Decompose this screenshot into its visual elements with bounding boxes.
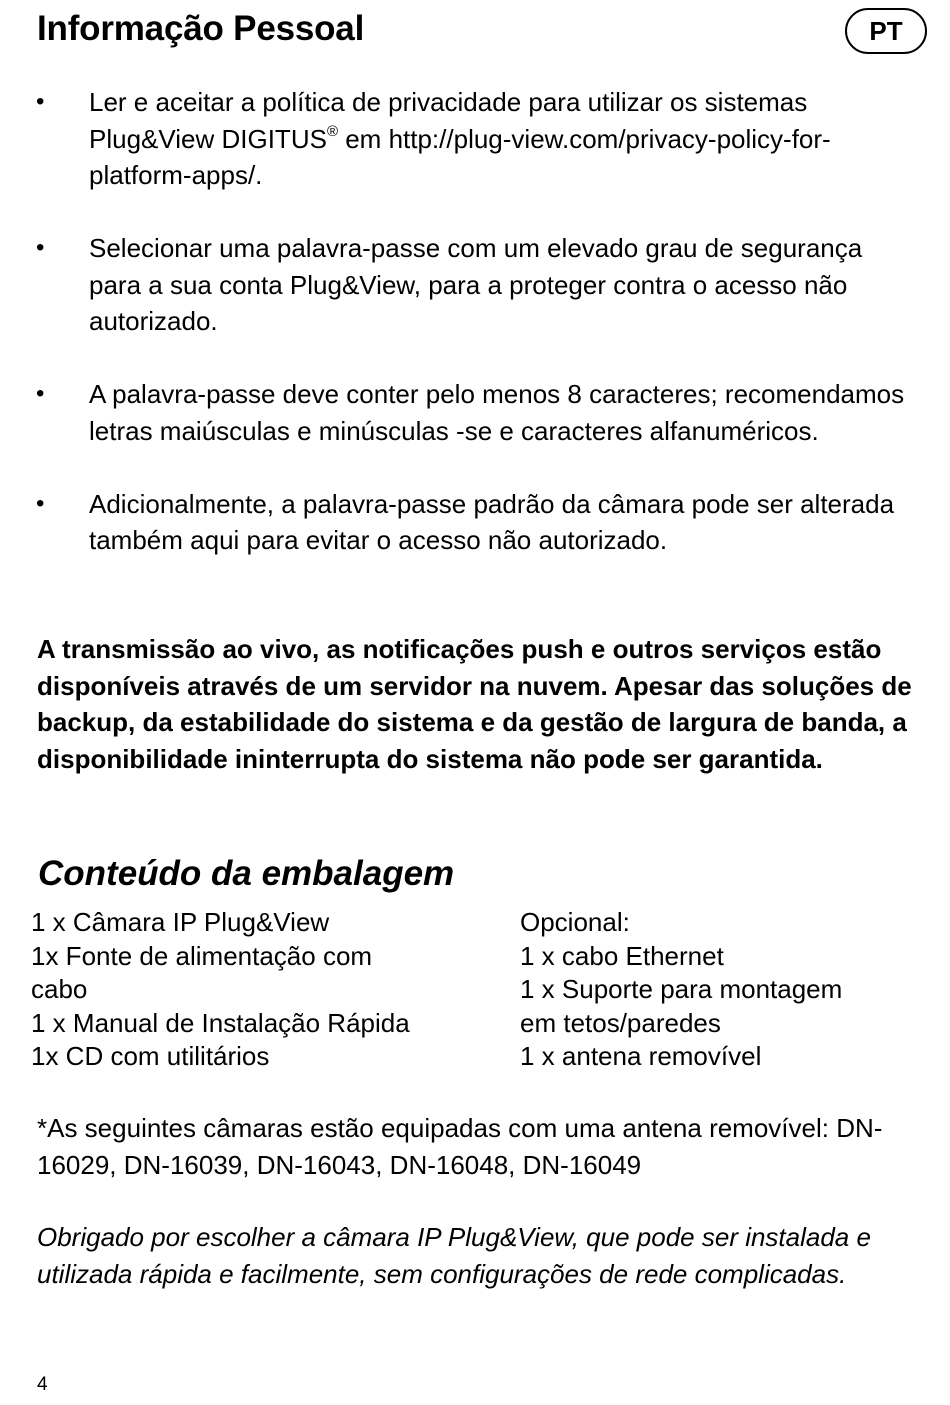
included-items-column <box>31 906 471 1074</box>
bullet-icon: • <box>36 489 45 517</box>
list-item-text-part: Ler e aceitar a política de privacidade para utilizar os sistemas Plug&View DIGITUS <box>89 87 808 154</box>
bullet-icon: • <box>36 380 45 407</box>
list-item-text: Selecionar uma palavra-passe com um elevado grau de segurança para a sua conta Plug&View, para a proteger contra o acesso não autorizado. <box>89 233 863 336</box>
list-item: 1 x Câmara IP Plug&View <box>31 907 330 937</box>
list-item <box>0 84 950 194</box>
list-item: 1 x cabo Ethernet <box>520 940 724 971</box>
privacy-bullet-list <box>0 84 950 595</box>
optional-items-column <box>520 906 920 1074</box>
registered-mark: ® <box>326 122 338 140</box>
language-badge: PT <box>845 8 927 54</box>
thank-you-text: Obrigado por escolher a câmara IP Plug&View, que pode ser instalada e utilizada rápida e facilmente, sem configurações de rede complicadas. <box>37 1222 871 1289</box>
list-item-text: A palavra-passe deve conter pelo menos 8 caracteres; recomendamos letras maiúsculas e minúsculas -se e caracteres alfanuméricos. <box>89 379 905 446</box>
list-item: 1x CD com utilitários <box>31 1041 270 1071</box>
list-item: 1x Fonte de alimentação com <box>31 940 373 971</box>
bullet-icon: • <box>36 88 45 115</box>
optional-heading: Opcional: <box>520 907 630 937</box>
cloud-service-notice: A transmissão ao vivo, as notificações push e outros serviços estão disponíveis através de um servidor na nuvem. Apesar das soluções de backup, da estabilidade do sistema e da gestão de largura de banda, a disponibilidade ininterrupta do sistema não pode ser garantida. <box>37 634 912 774</box>
list-item: 1 x antena removível <box>520 1041 762 1071</box>
list-item: 1 x Suporte para montagem <box>520 974 843 1004</box>
list-item <box>0 486 950 559</box>
list-item <box>0 376 950 449</box>
antenna-note: *As seguintes câmaras estão equipadas com uma antena removível: DN-16029, DN-16039, DN-16043, DN-16048, DN-16049 <box>37 1113 883 1180</box>
page-number: 4 <box>37 1374 48 1395</box>
list-item-text-part: em http://plug-view.com/privacy-policy-for-platform-apps/. <box>89 123 831 190</box>
list-item: em tetos/paredes <box>520 1007 721 1038</box>
list-item: 1 x Manual de Instalação Rápida <box>31 1007 410 1038</box>
list-item-text <box>89 87 831 190</box>
section-heading: Conteúdo da embalagem <box>38 854 455 893</box>
list-item: cabo <box>31 974 88 1004</box>
bullet-icon: • <box>36 234 45 261</box>
list-item <box>0 230 950 340</box>
page-title: Informação Pessoal <box>37 9 365 48</box>
list-item-text: Adicionalmente, a palavra-passe padrão da câmara pode ser alterada também aqui para evitar o acesso não autorizado. <box>89 488 895 555</box>
